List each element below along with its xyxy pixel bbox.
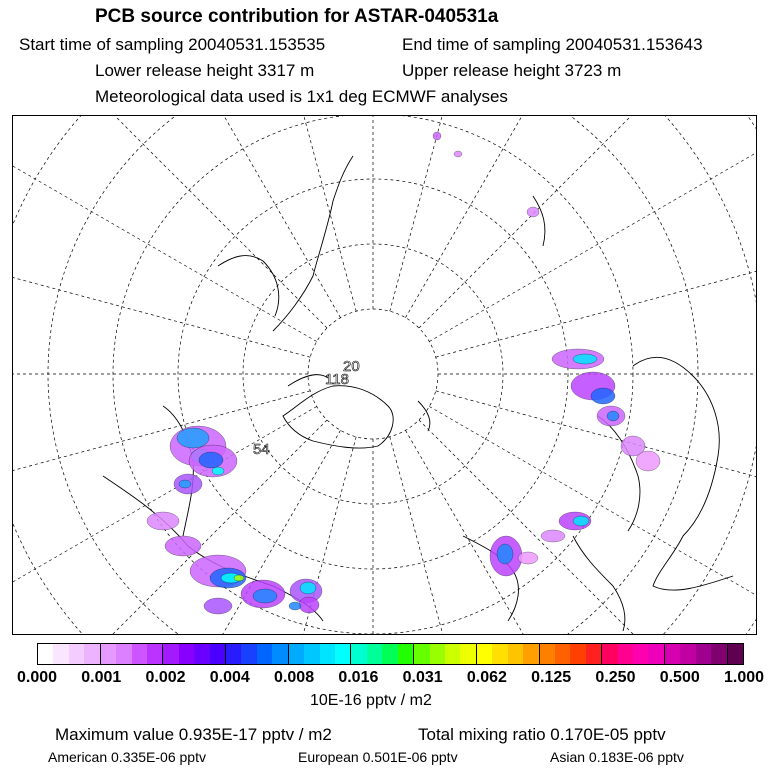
meridian-line: [13, 116, 341, 318]
concentration-patch: [253, 589, 277, 603]
colorbar-cell: [210, 644, 226, 664]
meridian-line: [13, 391, 310, 607]
colorbar-cell: [398, 644, 414, 664]
colorbar-unit-label: 10E-16 pptv / m2: [310, 692, 432, 709]
concentration-patch: [591, 388, 615, 404]
colorbar-tick-label: 0.500: [659, 669, 700, 686]
colorbar-cell: [163, 644, 178, 664]
concentration-patch: [212, 467, 224, 475]
colorbar-cell: [633, 644, 648, 664]
european-contribution: European 0.501E-06 pptv: [298, 749, 458, 765]
colorbar-cell: [618, 644, 633, 664]
colorbar-cell: [586, 644, 602, 664]
page-title: PCB source contribution for ASTAR-040531a: [95, 6, 499, 27]
colorbar-cell: [320, 644, 335, 664]
colorbar-cell: [445, 644, 460, 664]
colorbar-tick-label: 0.031: [402, 669, 443, 686]
colorbar-tick-label: 0.016: [338, 669, 379, 686]
colorbar-cell: [53, 644, 68, 664]
colorbar-tick-label: 0.000: [16, 669, 58, 686]
latitude-circle: [13, 116, 757, 635]
maximum-value: Maximum value 0.935E-17 pptv / m2: [55, 725, 332, 744]
map-panel: [12, 115, 757, 635]
colorbar-cell: [367, 644, 382, 664]
meridian-line: [429, 116, 757, 342]
meridian-line: [140, 437, 356, 635]
concentration-patch: [179, 480, 191, 488]
colorbar-cell: [101, 644, 116, 664]
meridian-line: [140, 116, 356, 311]
colorbar-cell: [711, 644, 727, 664]
colorbar-cell: [460, 644, 476, 664]
concentration-patch: [299, 597, 319, 613]
colorbar-cell: [179, 644, 194, 664]
meridian-line: [13, 116, 327, 328]
concentration-patch: [541, 530, 565, 542]
colorbar-cell: [38, 644, 53, 664]
meridian-line: [390, 116, 606, 311]
colorbar-tick-label: 0.004: [209, 669, 250, 686]
concentration-patch: [497, 544, 513, 564]
coastlines: [103, 156, 733, 631]
meridian-line: [406, 430, 758, 635]
colorbar-tick-label: 0.125: [531, 669, 572, 686]
concentration-patch: [165, 536, 201, 556]
total-mixing-ratio: Total mixing ratio 0.170E-05 pptv: [418, 725, 666, 744]
colorbar: [37, 643, 744, 665]
meridian-line: [429, 407, 757, 636]
met-data-note: Meteorological data used is 1x1 deg ECMWF analyses: [95, 87, 508, 106]
colorbar-cell: [540, 644, 555, 664]
colorbar-tick-label: 0.062: [466, 669, 507, 686]
concentration-patch: [454, 151, 462, 157]
colorbar-cell: [602, 644, 617, 664]
center-label-1: 20: [343, 358, 360, 375]
concentration-patch: [147, 512, 179, 530]
colorbar-cell: [116, 644, 131, 664]
concentration-patch: [573, 354, 597, 364]
colorbar-cell: [69, 644, 84, 664]
concentration-patch: [204, 598, 232, 614]
concentration-patch: [234, 575, 244, 581]
asian-contribution: Asian 0.183E-06 pptv: [550, 749, 684, 765]
colorbar-tick-label: 1.000: [723, 669, 765, 686]
polar-map: [13, 116, 757, 635]
concentration-patch: [433, 132, 441, 140]
meridian-line: [13, 116, 317, 342]
colorbar-cell: [508, 644, 523, 664]
colorbar-tick-label: 0.001: [81, 669, 122, 686]
concentration-patch: [607, 411, 619, 421]
graticule: [13, 116, 757, 635]
meridian-line: [436, 391, 757, 607]
colorbar-cell: [241, 644, 256, 664]
north-pole-center-label: [253, 358, 360, 458]
colorbar-cell: [477, 644, 492, 664]
colorbar-cell: [523, 644, 539, 664]
meridian-line: [419, 420, 757, 635]
colorbar-cell: [84, 644, 100, 664]
colorbar-cell: [648, 644, 664, 664]
colorbar-cell: [492, 644, 507, 664]
concentration-patch: [573, 516, 589, 526]
american-contribution: American 0.335E-06 pptv: [48, 749, 206, 765]
colorbar-cell: [194, 644, 209, 664]
colorbar-cell: [351, 644, 366, 664]
colorbar-cell: [272, 644, 288, 664]
colorbar-tick-label: 0.250: [595, 669, 636, 686]
concentration-patch: [527, 207, 539, 217]
concentration-patch: [177, 428, 209, 448]
concentration-patch: [636, 451, 660, 471]
concentration-patches: [147, 132, 660, 614]
latitude-circle: [13, 116, 757, 635]
center-label-2: 118: [325, 371, 349, 388]
meridian-line: [406, 116, 758, 318]
colorbar-cell: [430, 644, 445, 664]
colorbar-cell: [665, 644, 680, 664]
colorbar-cell: [304, 644, 319, 664]
colorbar-cell: [335, 644, 351, 664]
colorbar-tick-label: 0.002: [145, 669, 186, 686]
start-time: Start time of sampling 20040531.153535: [19, 35, 326, 54]
colorbar-cell: [382, 644, 397, 664]
upper-release-height: Upper release height 3723 m: [402, 61, 622, 80]
concentration-patch: [518, 552, 538, 564]
colorbar-cell: [414, 644, 429, 664]
colorbar-cell: [289, 644, 304, 664]
colorbar-cell: [147, 644, 163, 664]
colorbar-cell: [696, 644, 711, 664]
colorbar-cell: [680, 644, 695, 664]
meridian-line: [13, 141, 310, 357]
colorbar-cell: [555, 644, 570, 664]
colorbar-cell: [226, 644, 241, 664]
colorbar-cell: [728, 644, 743, 664]
concentration-patch: [199, 452, 223, 468]
meridian-line: [419, 116, 757, 328]
colorbar-tick-label: 0.008: [274, 669, 315, 686]
colorbar-cell: [570, 644, 585, 664]
center-label-3: 54: [253, 441, 270, 458]
concentration-patch: [289, 602, 301, 610]
colorbar-cell: [132, 644, 147, 664]
lower-release-height: Lower release height 3317 m: [95, 61, 315, 80]
concentration-patch: [300, 582, 316, 594]
meridian-line: [390, 437, 606, 635]
colorbar-cell: [257, 644, 272, 664]
meridian-line: [436, 141, 757, 357]
end-time: End time of sampling 20040531.153643: [402, 35, 703, 54]
